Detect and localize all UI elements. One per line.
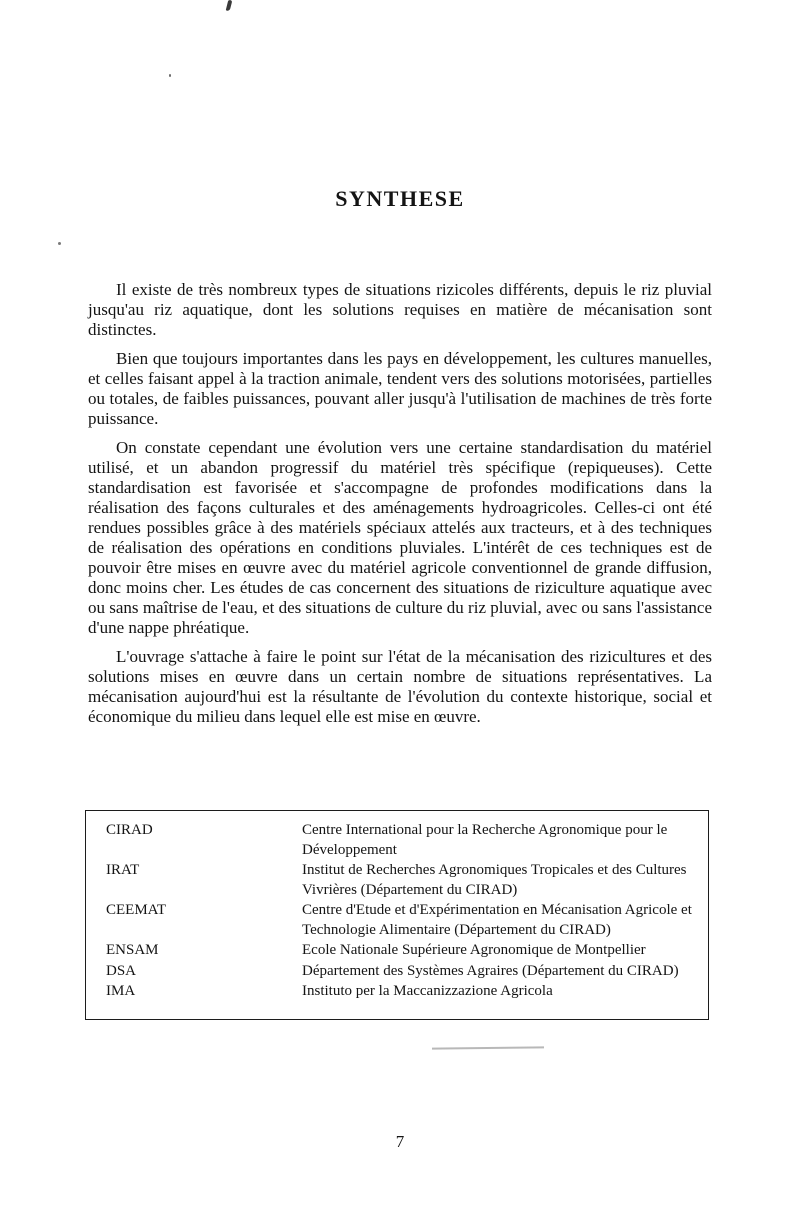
abbreviation-term: IRAT xyxy=(106,862,140,878)
abbreviation-row xyxy=(106,962,696,982)
abbreviation-row xyxy=(106,941,696,961)
abbreviation-term: ENSAM xyxy=(106,942,159,958)
paragraph: On constate cependant une évolution vers une certaine standardisation du matériel utilisé, et un abandon progressif du matériel très spécifique (repiqueuses). Cette standardisation est favorisée et s'accompagne de profondes modifications dans la réalisation des façons culturales et des aménagements hydroagricoles. Celles-ci ont été rendues possibles grâce à des matériels spéciaux attelés aux tracteurs, et à des techniques de réalisation des opérations en conditions pluviales. L'intérêt de ces techniques est de pouvoir être mises en œuvre avec du matériel agricole conventionnel de grande diffusion, donc moins cher. Les études de cas concernent des situations de riziculture aquatique avec ou sans maîtrise de l'eau, et des situations de culture du riz pluvial, avec ou sans l'assistance d'une nappe phréatique. xyxy=(88,438,712,637)
scan-artifact-mark xyxy=(226,0,233,11)
abbreviations-box xyxy=(85,810,709,1020)
abbreviation-row xyxy=(106,821,696,860)
paragraph: Bien que toujours importantes dans les pays en développement, les cultures manuelles, et celles faisant appel à la traction animale, tendent vers des solutions motorisées, partielles ou totales, de faibles puissances, pouvant aller jusqu'à l'utilisation de machines de très forte puissance. xyxy=(88,349,712,428)
abbreviation-definition: Centre International pour la Recherche Agronomique pour le Développement xyxy=(302,822,668,858)
abbreviation-row xyxy=(106,982,696,1002)
abbreviation-definition: Département des Systèmes Agraires (Département du CIRAD) xyxy=(302,962,679,979)
abbreviation-term: DSA xyxy=(106,962,137,979)
page-number: 7 xyxy=(395,1132,405,1151)
body-text xyxy=(88,280,712,736)
paragraph: L'ouvrage s'attache à faire le point sur l'état de la mécanisation des rizicultures et des solutions mises en œuvre dans un certain nombre de situations représentatives. La mécanisation aujourd'hui est la résultante de l'évolution du contexte historique, social et économique du milieu dans lequel elle est mise en œuvre. xyxy=(88,647,712,726)
scan-artifact-dot xyxy=(169,74,171,77)
scan-artifact-dot xyxy=(58,242,61,245)
abbreviation-row xyxy=(106,861,696,900)
abbreviation-row xyxy=(106,901,696,940)
abbreviation-term: CIRAD xyxy=(106,822,153,838)
paragraph: Il existe de très nombreux types de situations rizicoles différents, depuis le riz pluvial jusqu'au riz aquatique, dont les solutions requises en matière de mécanisation sont distinctes. xyxy=(88,280,712,339)
abbreviation-definition: Ecole Nationale Supérieure Agronomique de Montpellier xyxy=(302,942,646,958)
page-title: SYNTHESE xyxy=(335,186,465,211)
abbreviation-term: IMA xyxy=(106,983,136,999)
abbreviation-definition: Instituto per la Maccanizzazione Agricola xyxy=(302,983,553,999)
abbreviation-definition: Centre d'Etude et d'Expérimentation en Mécanisation Agricole et Technologie Alimentaire (Département du CIRAD) xyxy=(302,902,692,938)
abbreviation-definition: Institut de Recherches Agronomiques Tropicales et des Cultures Vivrières (Département du CIRAD) xyxy=(302,862,687,898)
abbreviation-term: CEEMAT xyxy=(106,902,166,918)
scan-artifact-line xyxy=(432,1046,544,1049)
